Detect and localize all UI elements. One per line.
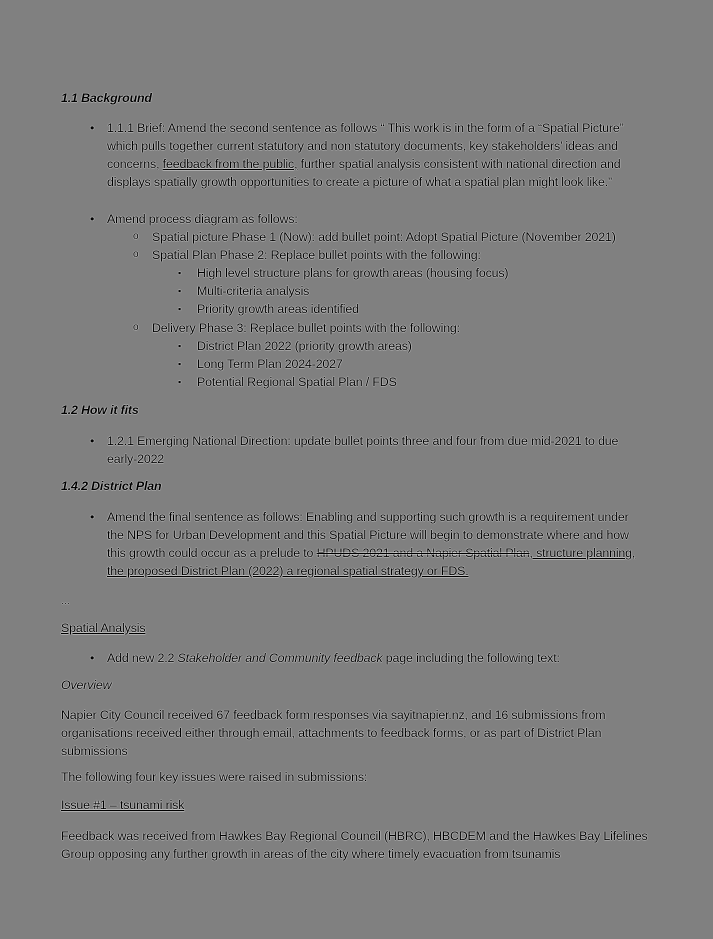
section-heading-background: 1.1 Background <box>61 91 152 105</box>
issue-1-paragraph: Feedback was received from Hawkes Bay Regional Council (HBRC), HBCDEM and the Hawkes Bay Lifelines Group opposing any further growth in areas of the city where timely evacuation from tsunamis <box>61 829 648 861</box>
process-diagram-text: Amend process diagram as follows: <box>107 212 298 226</box>
bullet-icon: • <box>90 434 95 448</box>
circle-bullet-icon: o <box>133 231 139 242</box>
emerging-direction-text: 1.2.1 Emerging National Direction: update bullet points three and four from due mid-2021 to due early-2022 <box>107 434 619 466</box>
circle-bullet-icon: o <box>133 249 139 260</box>
sub-item-phase-3 <box>133 319 672 337</box>
section-heading-how-it-fits: 1.2 How it fits <box>61 403 139 417</box>
issue-1-heading: Issue #1 – tsunami risk <box>61 798 185 812</box>
bullet-icon: • <box>90 510 95 524</box>
square-bullet-icon: ▪ <box>178 377 182 387</box>
key-issues-intro: The following four key issues were raised in submissions: <box>61 770 368 784</box>
final-sentence-struck-text: HPUDS 2021 and a Napier Spatial Plan <box>316 546 530 560</box>
phase-2-item <box>178 300 667 318</box>
phase-3-item <box>178 373 667 391</box>
phase-3-item-text: Long Term Plan 2024-2027 <box>197 357 343 371</box>
list-item-final-sentence <box>90 508 647 580</box>
phase-1-text: Spatial picture Phase 1 (Now): add bullet point: Adopt Spatial Picture (November 2021) <box>152 230 616 244</box>
phase-3-item <box>178 337 667 355</box>
add-new-page-text-a: Add new 2.2 <box>107 651 178 665</box>
add-new-page-italic-text: Stakeholder and Community feedback <box>177 651 383 665</box>
phase-2-item-text: Multi-criteria analysis <box>197 284 310 298</box>
overview-heading: Overview <box>61 678 112 692</box>
bullet-icon: • <box>90 651 95 665</box>
phase-3-text: Delivery Phase 3: Replace bullet points with the following: <box>152 321 460 335</box>
phase-2-item-text: Priority growth areas identified <box>197 302 359 316</box>
ellipsis: … <box>61 596 70 606</box>
phase-2-text: Spatial Plan Phase 2: Replace bullet points with the following: <box>152 248 481 262</box>
square-bullet-icon: ▪ <box>178 304 182 314</box>
brief-text-underlined: feedback from the public, <box>162 157 298 171</box>
section-heading-district-plan: 1.4.2 District Plan <box>61 479 162 493</box>
brief-text-a: 1.1.1 Brief: Amend the second sentence as follows “ This work is in the form of a “Spatial Picture” which pulls together current statutory and non statutory documents, key stakeholders’ ideas and concerns, <box>107 121 624 171</box>
final-sentence-text-a: Amend the final sentence as follows: Enabling and supporting such growth is a requirement under the NPS for Urban Development and this Spatial Picture will begin to demonstrate where and how this growth could occur as a prelude to <box>107 510 629 560</box>
phase-2-item-text: High level structure plans for growth areas (housing focus) <box>197 266 509 280</box>
list-item-process-diagram <box>90 210 647 228</box>
final-sentence-inserted-text: , structure planning, the proposed District Plan (2022) a regional spatial strategy or FDS. <box>107 546 636 578</box>
sub-item-phase-1 <box>133 228 672 246</box>
sub-item-phase-2 <box>133 246 672 264</box>
list-item-brief <box>90 119 647 191</box>
phase-2-item <box>178 282 667 300</box>
add-new-page-text-b: page including the following text: <box>382 651 560 665</box>
square-bullet-icon: ▪ <box>178 359 182 369</box>
phase-3-item-text: District Plan 2022 (priority growth areas) <box>197 339 412 353</box>
phase-3-item-text: Potential Regional Spatial Plan / FDS <box>197 375 397 389</box>
phase-3-item <box>178 355 667 373</box>
list-item-add-new-page <box>90 649 647 667</box>
square-bullet-icon: ▪ <box>178 341 182 351</box>
section-heading-spatial-analysis: Spatial Analysis <box>61 621 146 635</box>
brief-text-b: further spatial analysis consistent with national direction and displays spatially growth opportunities to create a picture of what a spatial plan might look like.” <box>107 157 621 189</box>
bullet-icon: • <box>90 121 95 135</box>
list-item-emerging-direction <box>90 432 647 468</box>
phase-2-item <box>178 264 667 282</box>
square-bullet-icon: ▪ <box>178 268 182 278</box>
overview-paragraph: Napier City Council received 67 feedback form responses via sayitnapier.nz, and 16 submissions from organisations received either through email, attachments to feedback forms, or as part of District Plan submissions <box>61 708 606 758</box>
bullet-icon: • <box>90 212 95 226</box>
circle-bullet-icon: o <box>133 322 139 333</box>
square-bullet-icon: ▪ <box>178 286 182 296</box>
